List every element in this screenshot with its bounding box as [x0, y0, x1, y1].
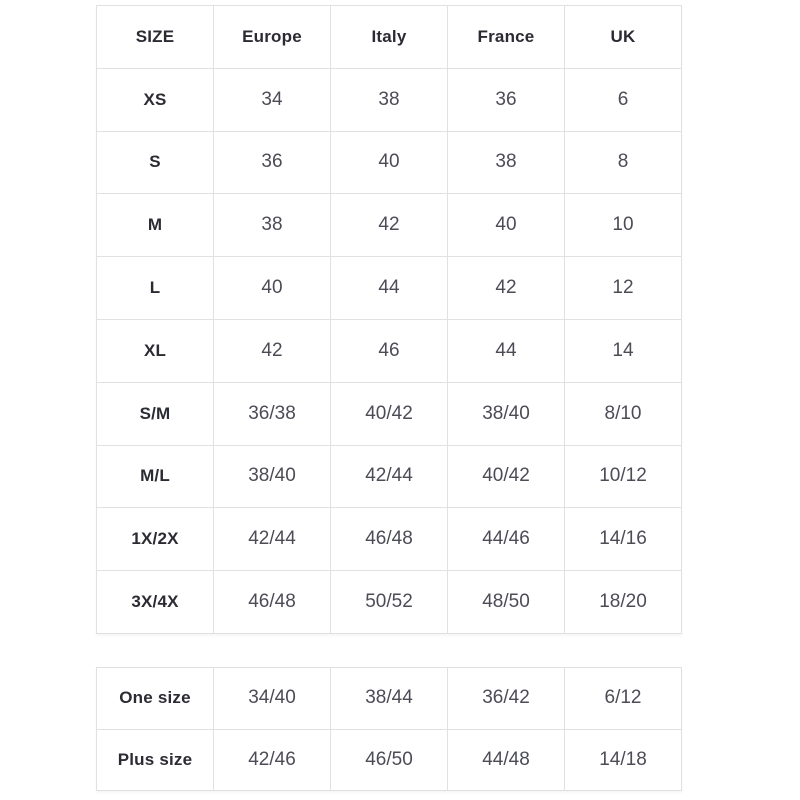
size-value-cell: 42 — [331, 194, 448, 257]
size-value-cell: 40/42 — [331, 382, 448, 445]
size-value-cell: 50/52 — [331, 571, 448, 634]
table-row — [97, 508, 682, 571]
special-sizes-table — [96, 667, 682, 791]
size-value-cell: 10/12 — [565, 445, 682, 508]
size-value-cell: 40/42 — [448, 445, 565, 508]
size-value-cell: 36/42 — [448, 668, 565, 730]
size-label-cell: S/M — [97, 382, 214, 445]
size-value-cell: 6 — [565, 68, 682, 131]
table-row — [97, 68, 682, 131]
size-value-cell: 10 — [565, 194, 682, 257]
size-value-cell: 44 — [448, 319, 565, 382]
size-value-cell: 46 — [331, 319, 448, 382]
column-header: France — [448, 6, 565, 69]
size-conversion-table — [96, 5, 682, 634]
size-value-cell: 14 — [565, 319, 682, 382]
size-value-cell: 18/20 — [565, 571, 682, 634]
size-value-cell: 44/46 — [448, 508, 565, 571]
table-row — [97, 257, 682, 320]
column-header: Europe — [214, 6, 331, 69]
size-value-cell: 12 — [565, 257, 682, 320]
size-value-cell: 14/18 — [565, 729, 682, 791]
table-row — [97, 571, 682, 634]
size-value-cell: 42/44 — [214, 508, 331, 571]
size-label-cell: Plus size — [97, 729, 214, 791]
size-value-cell: 48/50 — [448, 571, 565, 634]
size-value-cell: 42/46 — [214, 729, 331, 791]
table-row — [97, 194, 682, 257]
size-value-cell: 40 — [448, 194, 565, 257]
size-value-cell: 38 — [331, 68, 448, 131]
size-value-cell: 42/44 — [331, 445, 448, 508]
size-value-cell: 44 — [331, 257, 448, 320]
table-row — [97, 131, 682, 194]
size-label-cell: M/L — [97, 445, 214, 508]
size-value-cell: 38 — [448, 131, 565, 194]
size-label-cell: 3X/4X — [97, 571, 214, 634]
size-label-cell: XS — [97, 68, 214, 131]
size-value-cell: 42 — [448, 257, 565, 320]
size-value-cell: 36 — [214, 131, 331, 194]
size-value-cell: 14/16 — [565, 508, 682, 571]
size-label-cell: L — [97, 257, 214, 320]
size-value-cell: 8/10 — [565, 382, 682, 445]
size-label-cell: 1X/2X — [97, 508, 214, 571]
column-header: SIZE — [97, 6, 214, 69]
size-table-body — [97, 68, 682, 633]
size-label-cell: S — [97, 131, 214, 194]
size-value-cell: 38/40 — [448, 382, 565, 445]
size-value-cell: 38/44 — [331, 668, 448, 730]
table-row — [97, 729, 682, 791]
size-value-cell: 40 — [331, 131, 448, 194]
size-table-header — [97, 6, 682, 69]
table-row — [97, 668, 682, 730]
size-value-cell: 36 — [448, 68, 565, 131]
size-value-cell: 40 — [214, 257, 331, 320]
size-label-cell: M — [97, 194, 214, 257]
special-sizes-body — [97, 668, 682, 791]
size-value-cell: 44/48 — [448, 729, 565, 791]
size-value-cell: 42 — [214, 319, 331, 382]
size-label-cell: XL — [97, 319, 214, 382]
size-label-cell: One size — [97, 668, 214, 730]
size-value-cell: 34/40 — [214, 668, 331, 730]
size-value-cell: 6/12 — [565, 668, 682, 730]
size-value-cell: 46/48 — [214, 571, 331, 634]
column-header: UK — [565, 6, 682, 69]
size-value-cell: 38/40 — [214, 445, 331, 508]
column-header: Italy — [331, 6, 448, 69]
table-row — [97, 319, 682, 382]
table-row — [97, 445, 682, 508]
header-row — [97, 6, 682, 69]
size-value-cell: 34 — [214, 68, 331, 131]
size-value-cell: 8 — [565, 131, 682, 194]
size-value-cell: 36/38 — [214, 382, 331, 445]
size-value-cell: 46/50 — [331, 729, 448, 791]
size-value-cell: 46/48 — [331, 508, 448, 571]
size-value-cell: 38 — [214, 194, 331, 257]
table-row — [97, 382, 682, 445]
